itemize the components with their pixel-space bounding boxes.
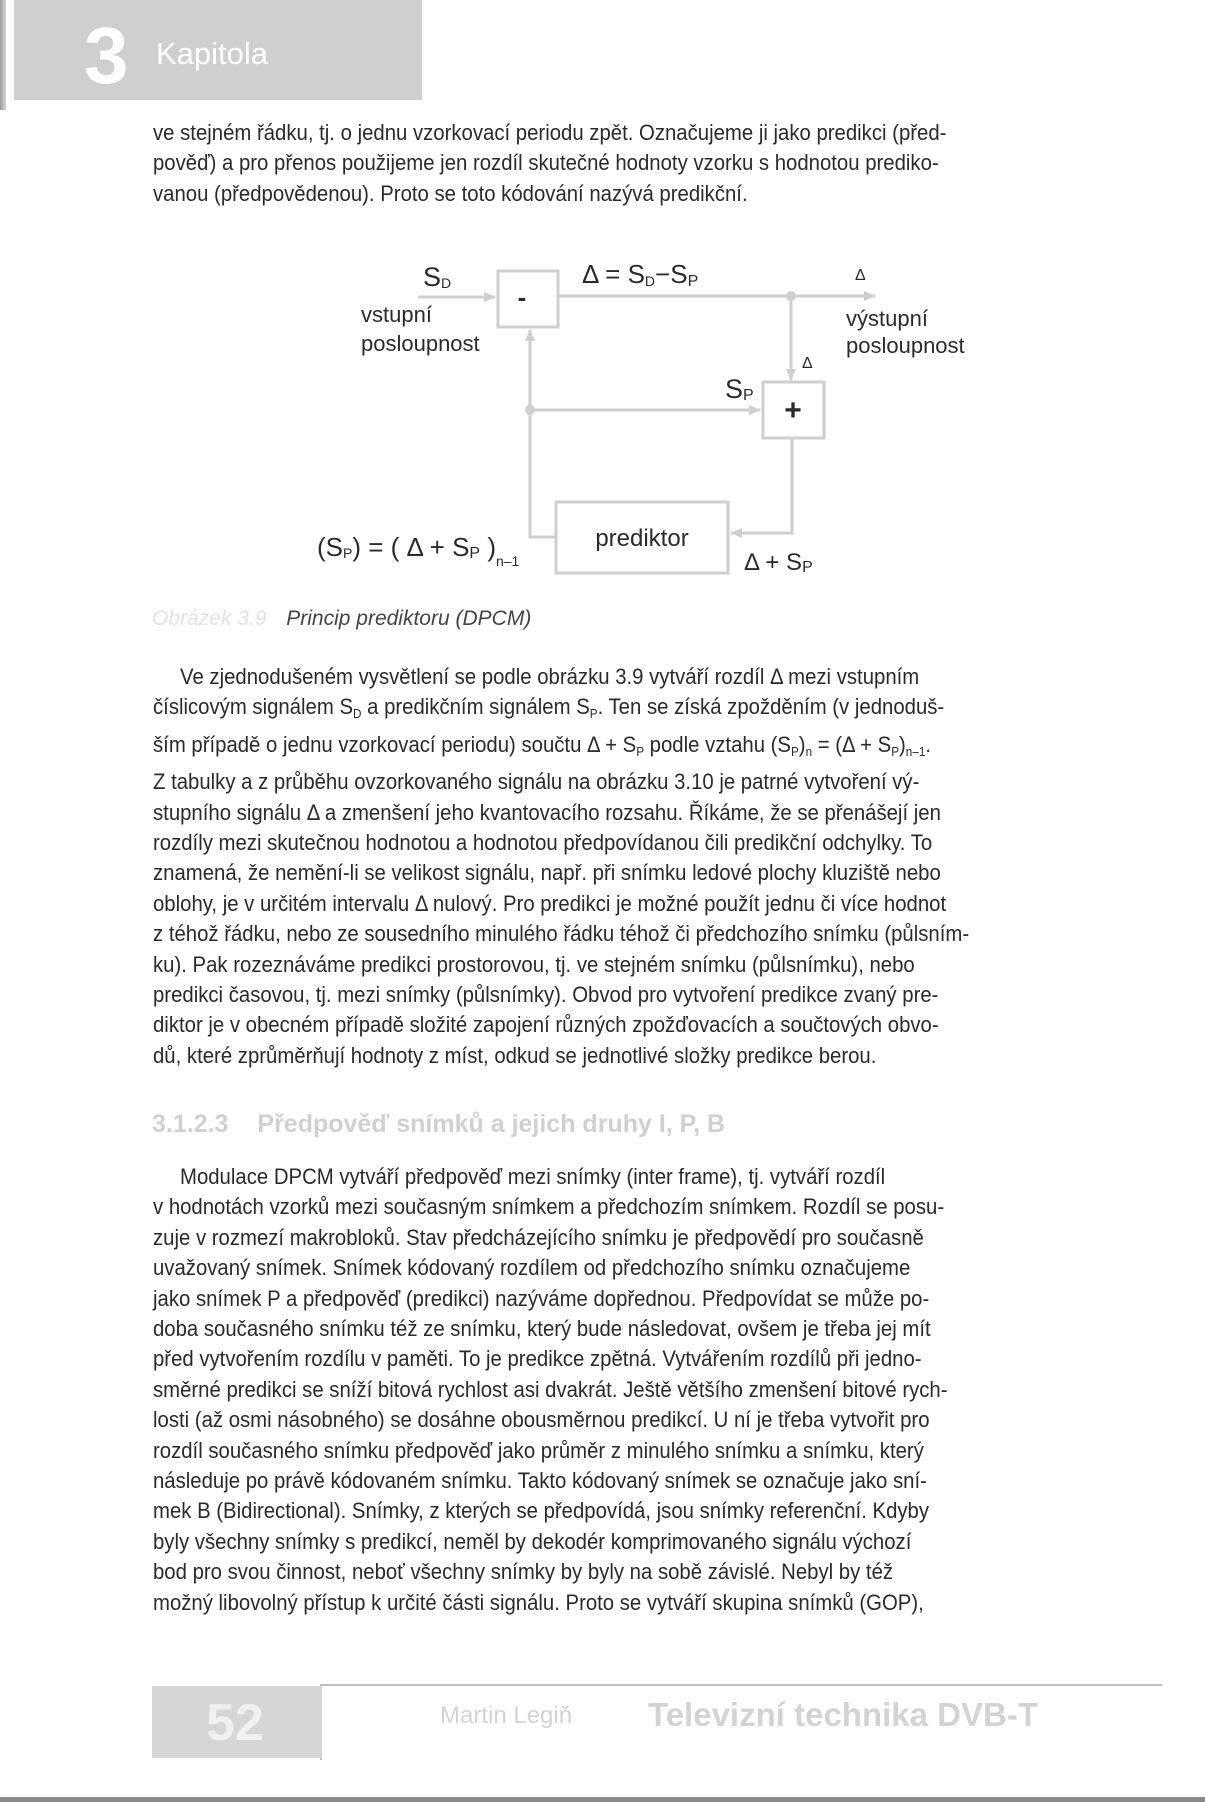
junction-dot-output	[786, 291, 796, 301]
predictor-label: prediktor	[595, 525, 689, 552]
text-line: z téhož řádku, nebo ze sousedního minulého řádku téhož či předchozího snímku (půlsním-	[153, 921, 970, 947]
text-line: doba současného snímku též ze snímku, který bude následovat, ovšem je třeba jej mít	[153, 1316, 931, 1342]
page-number: 52	[206, 1694, 264, 1752]
text-line: možný libovolný přístup k určité části signálu. Proto se vytváří skupina snímků (GOP),	[153, 1589, 924, 1615]
text-line: zuje v rozmezí makrobloků. Stav předcházejícího snímku je předpovědí pro současně	[153, 1224, 924, 1250]
paragraph-dpcm-explanation	[153, 662, 1153, 1071]
dpcm-predictor-diagram	[0, 0, 1205, 620]
text-line: stupního signálu Δ a zmenšení jeho kvantovacího rozsahu. Říkáme, že se přenášejí jen	[153, 799, 941, 825]
input-signal-label: SD	[423, 262, 452, 292]
text-line: Ve zjednodušeném vysvětlení se podle obrázku 3.9 vytváří rozdíl Δ mezi vstupním	[180, 664, 920, 689]
text-line: rozdíly mezi skutečnou hodnotou a hodnotou předpovídanou čili predikční odchylky. To	[153, 830, 933, 856]
page-number-box	[152, 1686, 322, 1758]
output-label-line2: posloupnost	[846, 333, 965, 358]
section-number: 3.1.2.3	[152, 1110, 229, 1138]
section-heading	[152, 1110, 725, 1139]
difference-formula: Δ = SD−SP	[582, 259, 699, 290]
predictor-relation: (SP) = ( Δ + SP )$_{n-1}$	[317, 532, 520, 569]
section-title: Předpověď snímků a jejich druhy I, P, B	[257, 1110, 726, 1138]
branch-delta-label: Δ	[802, 355, 813, 372]
input-label-line2: posloupnost	[361, 331, 480, 356]
text-line: bod pro svou činnost, neboť všechny snímky by byly na sobě závislé. Nebyl by též	[153, 1559, 894, 1585]
text-line: Z tabulky a z průběhu ovzorkovaného signálu na obrázku 3.10 je patrné vytvoření vý-	[153, 769, 920, 795]
footer-book-title: Televizní technika DVB-T	[648, 1696, 1038, 1733]
text-line: směrné predikci se sníží bitová rychlost asi dvakrát. Ještě většího zmenšení bitové rych-	[153, 1376, 948, 1402]
text-line: ku). Pak rozeznáváme predikci prostorovou, tj. ve stejném snímku (půlsnímku), nebo	[153, 951, 915, 977]
text-line: číslicovým signálem $S_D$ a predikčním signálem $S_P$. Ten se získá zpožděním (v jednoduš-	[153, 694, 945, 722]
junction-dot-feedback	[525, 405, 535, 415]
text-line: diktor je v obecném případě složité zapojení různých zpožďovacích a součtových obvo-	[153, 1012, 939, 1038]
text-line: ve stejném řádku, tj. o jednu vzorkovací periodu zpět. Označujeme ji jako predikci (před-	[153, 120, 947, 145]
output-label-line1: výstupní	[846, 306, 928, 331]
text-line: v hodnotách vzorků mezi současným snímkem a předchozím snímkem. Rozdíl se posu-	[153, 1194, 945, 1220]
caption-number: Obrázek 3.9	[152, 607, 267, 630]
text-line: dů, které zprůměrňují hodnoty z míst, odkud se jednotlivé složky predikce berou.	[153, 1042, 877, 1068]
subtract-block	[498, 271, 558, 327]
chapter-number: 3	[84, 11, 129, 100]
paragraph-frame-prediction	[153, 1162, 1153, 1618]
text-line: ším případě o jednu vzorkovací periodu) součtu $\Delta + S_P$ podle vztahu $(S_P)_n = (\Delta + S_P)_{n-1}$.	[153, 731, 931, 759]
figure-caption	[152, 607, 531, 631]
text-line: losti (až osmi násobného) se dosáhne obousměrnou predikcí. U ní je třeba vytvořit pro	[153, 1407, 930, 1433]
text-line: před vytvořením rozdílu v paměti. To je predikce zpětná. Vytvářením rozdílů při jedno-	[153, 1346, 922, 1372]
chapter-label: Kapitola	[156, 36, 269, 71]
text-line: mek B (Bidirectional). Snímky, z kterých se předpovídá, jsou snímky referenční. Kdyby	[153, 1498, 930, 1524]
text-line: byly všechny snímky s predikcí, neměl by dekodér komprimovaného signálu výchozí	[153, 1528, 912, 1554]
sum-label: Δ + SP	[744, 549, 813, 576]
text-line: Modulace DPCM vytváří předpověď mezi snímky (inter frame), tj. vytváří rozdíl	[180, 1164, 886, 1189]
predicted-signal-label: SP	[725, 374, 754, 404]
text-line: následuje po právě kódovaném snímku. Takto kódovaný snímek se označuje jako sní-	[153, 1468, 927, 1494]
add-symbol: +	[784, 394, 802, 427]
text-line: uvažovaný snímek. Snímek kódovaný rozdílem od předchozího snímku označujeme	[153, 1255, 911, 1281]
page-bottom-edge	[0, 1797, 1205, 1802]
subtract-symbol: -	[517, 282, 527, 312]
adder-to-predictor-line	[731, 438, 792, 533]
output-delta-label: Δ	[855, 267, 866, 284]
footer-author: Martin Legiň	[440, 1702, 573, 1729]
input-label-line1: vstupní	[361, 302, 432, 327]
feedback-line	[530, 330, 556, 537]
text-line: jako snímek P a předpověď (predikci) nazýváme dopřednou. Předpovídat se může po-	[153, 1285, 930, 1311]
text-line: predikci časovou, tj. mezi snímky (půlsnímky). Obvod pro vytvoření predikce zvaný pre-	[153, 982, 939, 1008]
footer-rule	[322, 1684, 1162, 1686]
text-line: oblohy, je v určitém intervalu Δ nulový. Pro predikci je možné použít jednu či více hodnot	[153, 890, 947, 916]
text-line: znamená, že nemění-li se velikost signálu, např. při snímku ledové plochy kluziště nebo	[153, 860, 941, 886]
text-line: rozdíl současného snímku předpověď jako průměr z minulého snímku a snímku, který	[153, 1437, 924, 1463]
text-line: pověď) a pro přenos použijeme jen rozdíl skutečné hodnoty vzorku s hodnotou prediko-	[153, 150, 939, 176]
caption-text: Princip prediktoru (DPCM)	[286, 607, 532, 630]
text-line: vanou (předpovědenou). Proto se toto kódování nazývá predikční.	[153, 180, 748, 206]
